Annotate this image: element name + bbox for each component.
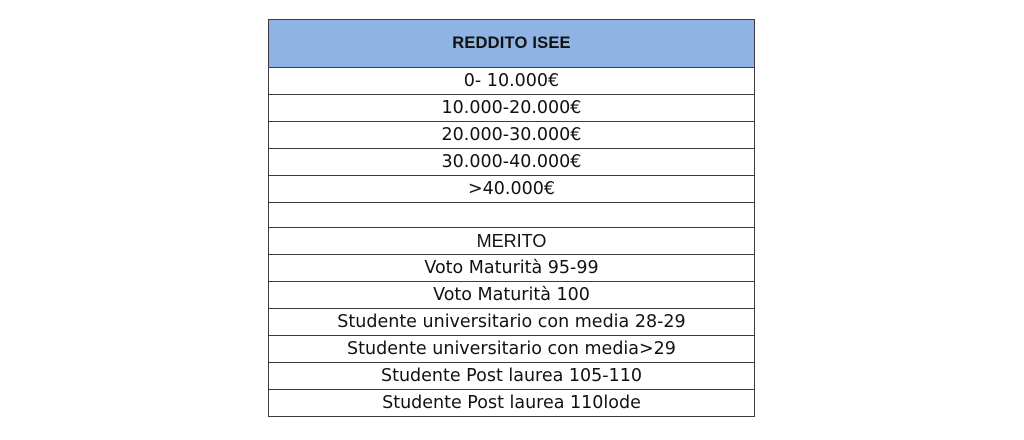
merit-criterion-cell: Voto Maturità 95-99	[269, 255, 755, 282]
income-range-cell: 30.000-40.000€	[269, 149, 755, 176]
table-row	[269, 336, 755, 363]
merit-criterion-cell: Studente Post laurea 110lode	[269, 390, 755, 417]
merit-criterion-cell: Studente Post laurea 105-110	[269, 363, 755, 390]
merito-heading: MERITO	[269, 228, 755, 255]
merit-criterion-cell: Studente universitario con media>29	[269, 336, 755, 363]
income-range-cell: 20.000-30.000€	[269, 122, 755, 149]
table-row	[269, 149, 755, 176]
isee-merit-table	[268, 19, 755, 417]
income-range-cell: >40.000€	[269, 176, 755, 203]
blank-cell	[269, 203, 755, 228]
table-row	[269, 255, 755, 282]
merit-heading-row	[269, 228, 755, 255]
income-range-cell: 0- 10.000€	[269, 68, 755, 95]
merit-criterion-cell: Voto Maturità 100	[269, 282, 755, 309]
table-row	[269, 95, 755, 122]
table-row	[269, 282, 755, 309]
merit-criterion-cell: Studente universitario con media 28-29	[269, 309, 755, 336]
table-row	[269, 363, 755, 390]
table-row	[269, 176, 755, 203]
reddito-isee-header: REDDITO ISEE	[269, 20, 755, 68]
table-row	[269, 309, 755, 336]
table-row	[269, 122, 755, 149]
table-header-row	[269, 20, 755, 68]
blank-row	[269, 203, 755, 228]
table-row	[269, 68, 755, 95]
table-row	[269, 390, 755, 417]
income-range-cell: 10.000-20.000€	[269, 95, 755, 122]
